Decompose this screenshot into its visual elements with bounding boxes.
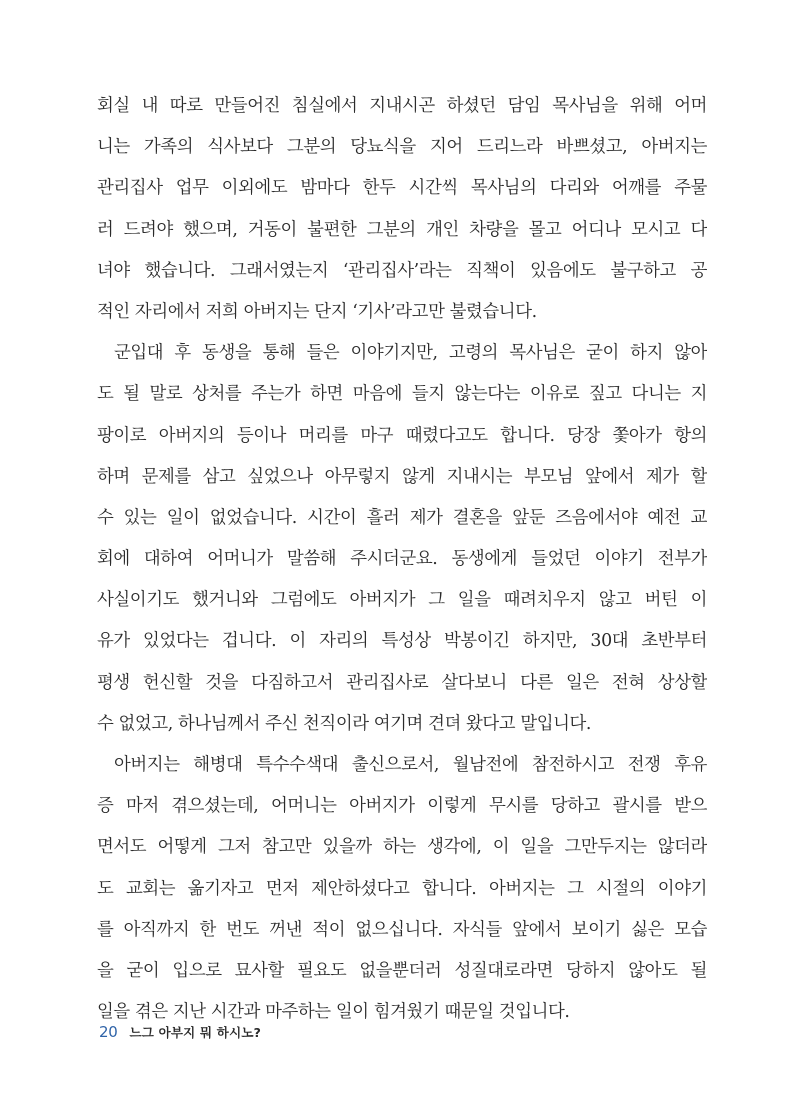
text-line: 일을 겪은 지난 시간과 마주하는 일이 힘겨웠기 때문일 것입니다.: [97, 1002, 570, 1023]
text-line: 하며 문제를 삼고 싶었으나 아무렇지 않게 지내시는 부모님 앞에서 제가 할: [97, 466, 707, 487]
text-line: 회실 내 따로 만들어진 침실에서 지내시곤 하셨던 담임 목사님을 위해 어머: [97, 96, 707, 116]
text-line: 러 드려야 했으며, 거동이 불편한 그분의 개인 차량을 몰고 어디나 모시고 다: [97, 219, 707, 240]
text-line: 도 교회는 옮기자고 먼저 제안하셨다고 합니다. 아버지는 그 시절의 이야기: [97, 878, 707, 899]
text-line: 팡이로 아버지의 등이나 머리를 마구 때렸다고도 합니다. 당장 쫓아가 항의: [97, 425, 707, 446]
text-line: 평생 헌신할 것을 다짐하고서 관리집사로 살다보니 다른 일은 전혀 상상할: [97, 672, 707, 693]
text-line: 적인 자리에서 저희 아버지는 단지 ‘기사’라고만 불렸습니다.: [97, 301, 537, 322]
page-footer: [99, 1023, 261, 1041]
text-line: 면서도 어떻게 그저 참고만 있을까 하는 생각에, 이 일을 그만두지는 않더라: [97, 837, 707, 858]
text-line: 아버지는 해병대 특수수색대 출신으로서, 월남전에 참전하시고 전쟁 후유: [114, 755, 707, 775]
text-line: 회에 대하여 어머니가 말씀해 주시더군요. 동생에게 들었던 이야기 전부가: [97, 549, 707, 570]
text-line: 를 아직까지 한 번도 꺼낸 적이 없으십니다. 자식들 앞에서 보이기 싫은 모습: [97, 919, 707, 940]
text-line: 사실이기도 했거니와 그럼에도 아버지가 그 일을 때려치우지 않고 버틴 이: [97, 590, 707, 611]
page-number: 20: [99, 1023, 118, 1041]
text-line: 수 있는 일이 없었습니다. 시간이 흘러 제가 결혼을 앞둔 즈음에서야 예전 교: [97, 507, 707, 528]
text-line: 군입대 후 동생을 통해 들은 이야기지만, 고령의 목사님은 굳이 하지 않아: [114, 343, 707, 364]
running-title: 느그 아부지 뭐 하시노?: [129, 1025, 262, 1040]
text-line: 관리집사 업무 이외에도 밤마다 한두 시간씩 목사님의 다리와 어깨를 주물: [97, 178, 707, 199]
text-line: 유가 있었다는 겁니다. 이 자리의 특성상 박봉이긴 하지만, 30대 초반부터: [97, 631, 707, 652]
text-line: 을 굳이 입으로 묘사할 필요도 없을뿐더러 성질대로라면 당하지 않아도 될: [97, 960, 707, 981]
text-line: 니는 가족의 식사보다 그분의 당뇨식을 지어 드리느라 바쁘셨고, 아버지는: [97, 137, 707, 158]
text-line: 증 마저 겪으셨는데, 어머니는 아버지가 이렇게 무시를 당하고 괄시를 받으: [97, 796, 707, 817]
body-text: [97, 86, 707, 1033]
text-line: 수 없었고, 하나님께서 주신 천직이라 여기며 견뎌 왔다고 말입니다.: [97, 713, 592, 734]
text-line: 도 될 말로 상처를 주는가 하면 마음에 들지 않는다는 이유로 짚고 다니는 지: [97, 384, 707, 405]
text-line: 녀야 했습니다. 그래서였는지 ‘관리집사’라는 직책이 있음에도 불구하고 공: [97, 260, 707, 281]
